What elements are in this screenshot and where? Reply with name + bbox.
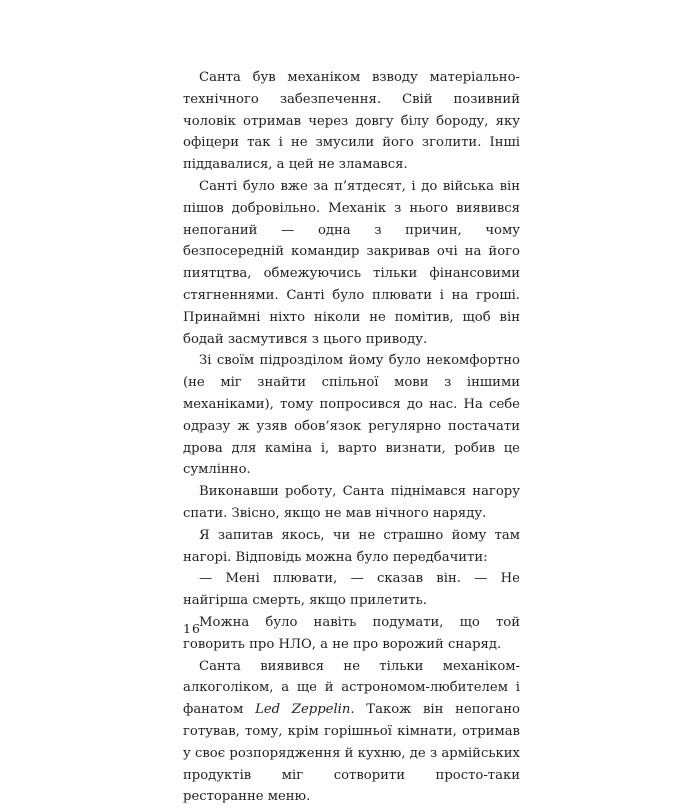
- paragraph-8: [183, 656, 520, 808]
- page-number: 16: [183, 621, 201, 636]
- paragraph-8-end: . Також він непогано готував, тому, крім горішньої кімнати, отримав у своє розпорядження й кухню, де з армійських продуктів міг сотворити просто-таки ресторанне меню.: [183, 702, 520, 805]
- paragraph-2: Санті було вже за п’ятдесят, і до війська він пішов добровільно. Механік з нього виявився непоганий — одна з причин, чому безпосередній командир закривав очі на його пиятцтва, обмежуючись тільки фінансовими стягненнями. Санті було плювати і на гроші. Принаймні ніхто ніколи не помітив, щоб він бодай засмутився з цього приводу.: [183, 178, 520, 347]
- paragraph-7: Можна було навіть подумати, що той говорить про НЛО, а не про ворожий снаряд.: [183, 614, 520, 652]
- band-name-italic: Led Zeppelin: [255, 702, 351, 718]
- paragraph-8-start: Санта виявився не тільки механіком-алкоголіком, а ще й астрономом-любителем і фанатом: [183, 658, 520, 718]
- paragraph-3: Зі своїм підрозділом йому було некомфортно (не міг знайти спільної мови з іншими механіками), тому попросився до нас. На себе одразу ж узяв обов’язок регулярно постачати дрова для каміна і, варто визнати, робив це сумлінно.: [183, 353, 520, 478]
- paragraph-4: Виконавши роботу, Санта піднімався нагору спати. Звісно, якщо не мав нічного наряду.: [183, 484, 520, 521]
- paragraph-6-dialogue: — Мені плювати, — сказав він. — Не найгірша смерть, якщо прилетить.: [183, 571, 520, 609]
- body-text: [183, 67, 520, 808]
- paragraph-1: Санта був механіком взводу матеріально-технічного забезпечення. Свій позивний чоловік отримав через довгу білу бороду, яку офіцери так і не змусили його зголити. Інші піддавалися, а цей не зламався.: [183, 70, 520, 173]
- paragraph-5: Я запитав якось, чи не страшно йому там нагорі. Відповідь можна було передбачити:: [183, 527, 520, 565]
